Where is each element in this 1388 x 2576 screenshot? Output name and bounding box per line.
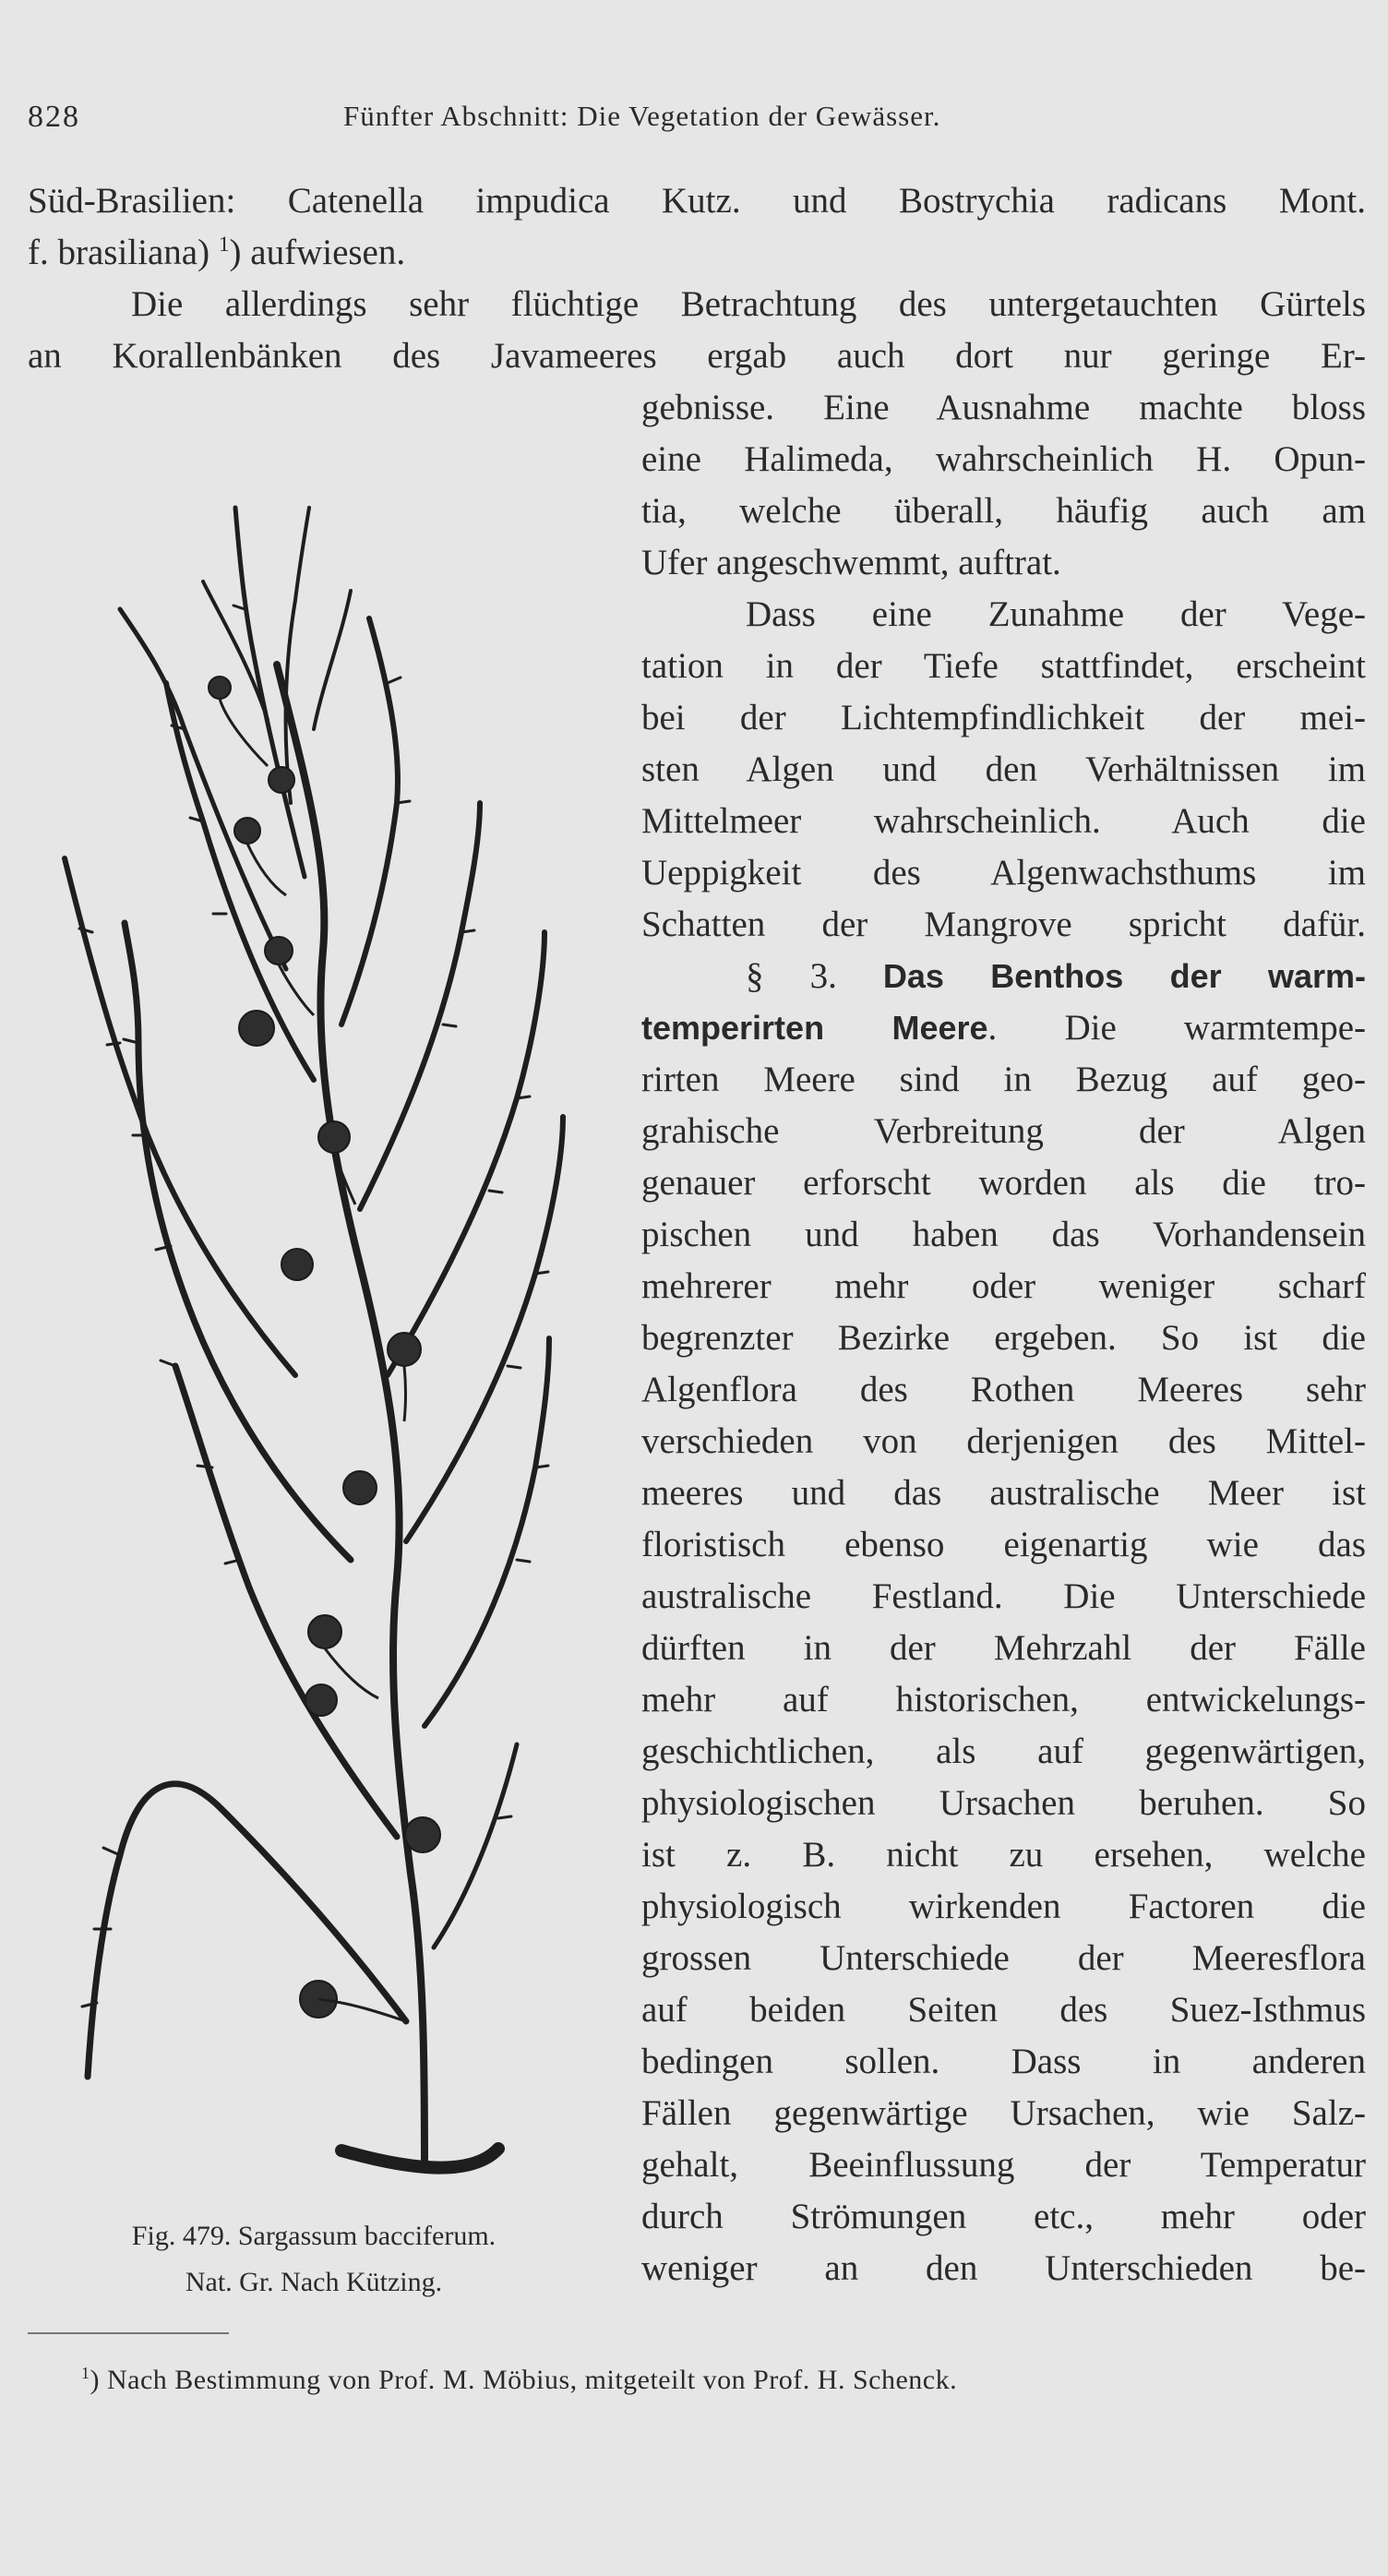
- section-heading-line: [746, 951, 1366, 1002]
- body-line: dürften in der Mehrzahl der Fälle: [641, 1628, 1366, 1668]
- body-line: auf beiden Seiten des Suez-Isthmus: [641, 1990, 1366, 2030]
- body-line: weniger an den Unterschieden be-: [641, 2248, 1366, 2288]
- body-line: rirten Meere sind in Bezug auf geo-: [641, 1060, 1366, 1099]
- body-line: verschieden von derjenigen des Mittel-: [641, 1421, 1366, 1461]
- body-line: geschichtlichen, als auf gegenwärtigen,: [641, 1731, 1366, 1771]
- body-line: begrenzter Bezirke ergeben. So ist die: [641, 1318, 1366, 1358]
- body-line: mehr auf historischen, entwickelungs-: [641, 1680, 1366, 1719]
- figure-caption-source: Nat. Gr. Nach Kützing.: [185, 2267, 443, 2297]
- body-line: Algenflora des Rothen Meeres sehr: [641, 1370, 1366, 1409]
- footnote: [81, 2365, 957, 2396]
- body-line: tia, welche überall, häufig auch am: [641, 491, 1366, 531]
- body-line: Ueppigkeit des Algenwachsthums im: [641, 853, 1366, 893]
- figure-caption: Fig. 479. Sargassum bacciferum.: [131, 2221, 497, 2251]
- body-line: Schatten der Mangrove spricht dafür.: [641, 905, 1366, 944]
- body-line-text: ) aufwiesen.: [229, 233, 406, 272]
- body-line: Ufer angeschwemmt, auftrat.: [641, 543, 1061, 582]
- body-line: Mittelmeer wahrscheinlich. Auch die: [641, 801, 1366, 841]
- body-line: [641, 1002, 1366, 1054]
- body-line: gehalt, Beeinflussung der Temperatur: [641, 2145, 1366, 2185]
- footnote-text: ) Nach Bestimmung von Prof. M. Möbius, mitgeteilt von Prof. H. Schenck.: [90, 2365, 958, 2395]
- body-line: australische Festland. Die Unterschiede: [641, 1576, 1366, 1616]
- body-line: Dass eine Zunahme der Vege-: [746, 594, 1366, 634]
- sargassum-illustration: [37, 452, 591, 2187]
- section-number: § 3.: [746, 956, 837, 996]
- body-line: Die allerdings sehr flüchtige Betrachtung des untergetauchten Gürtels: [131, 284, 1366, 324]
- body-line: grossen Unterschiede der Meeresflora: [641, 1938, 1366, 1978]
- body-line: Fällen gegenwärtige Ursachen, wie Salz-: [641, 2093, 1366, 2133]
- section-title: Das Benthos der warm-: [882, 957, 1366, 995]
- footnote-ref: 1: [218, 233, 230, 257]
- seaweed-drawing: [37, 452, 591, 2187]
- body-line: physiologisch wirkenden Factoren die: [641, 1887, 1366, 1926]
- body-line: physiologischen Ursachen beruhen. So: [641, 1783, 1366, 1823]
- body-line: Süd-Brasilien: Catenella impudica Kutz. und Bostrychia radicans Mont.: [28, 181, 1366, 221]
- body-line: eine Halimeda, wahrscheinlich H. Opun-: [641, 439, 1366, 479]
- body-line: mehrerer mehr oder weniger scharf: [641, 1266, 1366, 1306]
- running-title: Fünfter Abschnitt: Die Vegetation der Gewässer.: [343, 100, 941, 132]
- body-line: grahische Verbreitung der Algen: [641, 1111, 1366, 1151]
- body-line: [28, 227, 1366, 279]
- page-number: 828: [28, 100, 80, 134]
- body-line: floristisch ebenso eigenartig wie das: [641, 1525, 1366, 1564]
- body-line: genauer erforscht worden als die tro-: [641, 1163, 1366, 1203]
- body-line: tation in der Tiefe stattfindet, erscheint: [641, 646, 1366, 686]
- body-line: bei der Lichtempfindlichkeit der mei-: [641, 698, 1366, 737]
- running-head: [28, 89, 1360, 144]
- section-title: temperirten Meere: [641, 1009, 988, 1047]
- body-line-text: . Die warmtempe-: [987, 1008, 1366, 1048]
- body-line: meeres und das australische Meer ist: [641, 1473, 1366, 1513]
- body-line: durch Strömungen etc., mehr oder: [641, 2197, 1366, 2236]
- body-line: ist z. B. nicht zu ersehen, welche: [641, 1835, 1366, 1875]
- body-line: sten Algen und den Verhältnissen im: [641, 749, 1366, 789]
- body-line: an Korallenbänken des Javameeres ergab auch dort nur geringe Er-: [28, 336, 1366, 376]
- footnote-divider: [28, 2332, 229, 2334]
- body-line-text: f. brasiliana): [28, 233, 210, 272]
- body-line: pischen und haben das Vorhandensein: [641, 1215, 1366, 1254]
- body-line: gebnisse. Eine Ausnahme machte bloss: [641, 388, 1366, 427]
- footnote-marker: 1: [81, 2364, 90, 2382]
- body-line: bedingen sollen. Dass in anderen: [641, 2042, 1366, 2081]
